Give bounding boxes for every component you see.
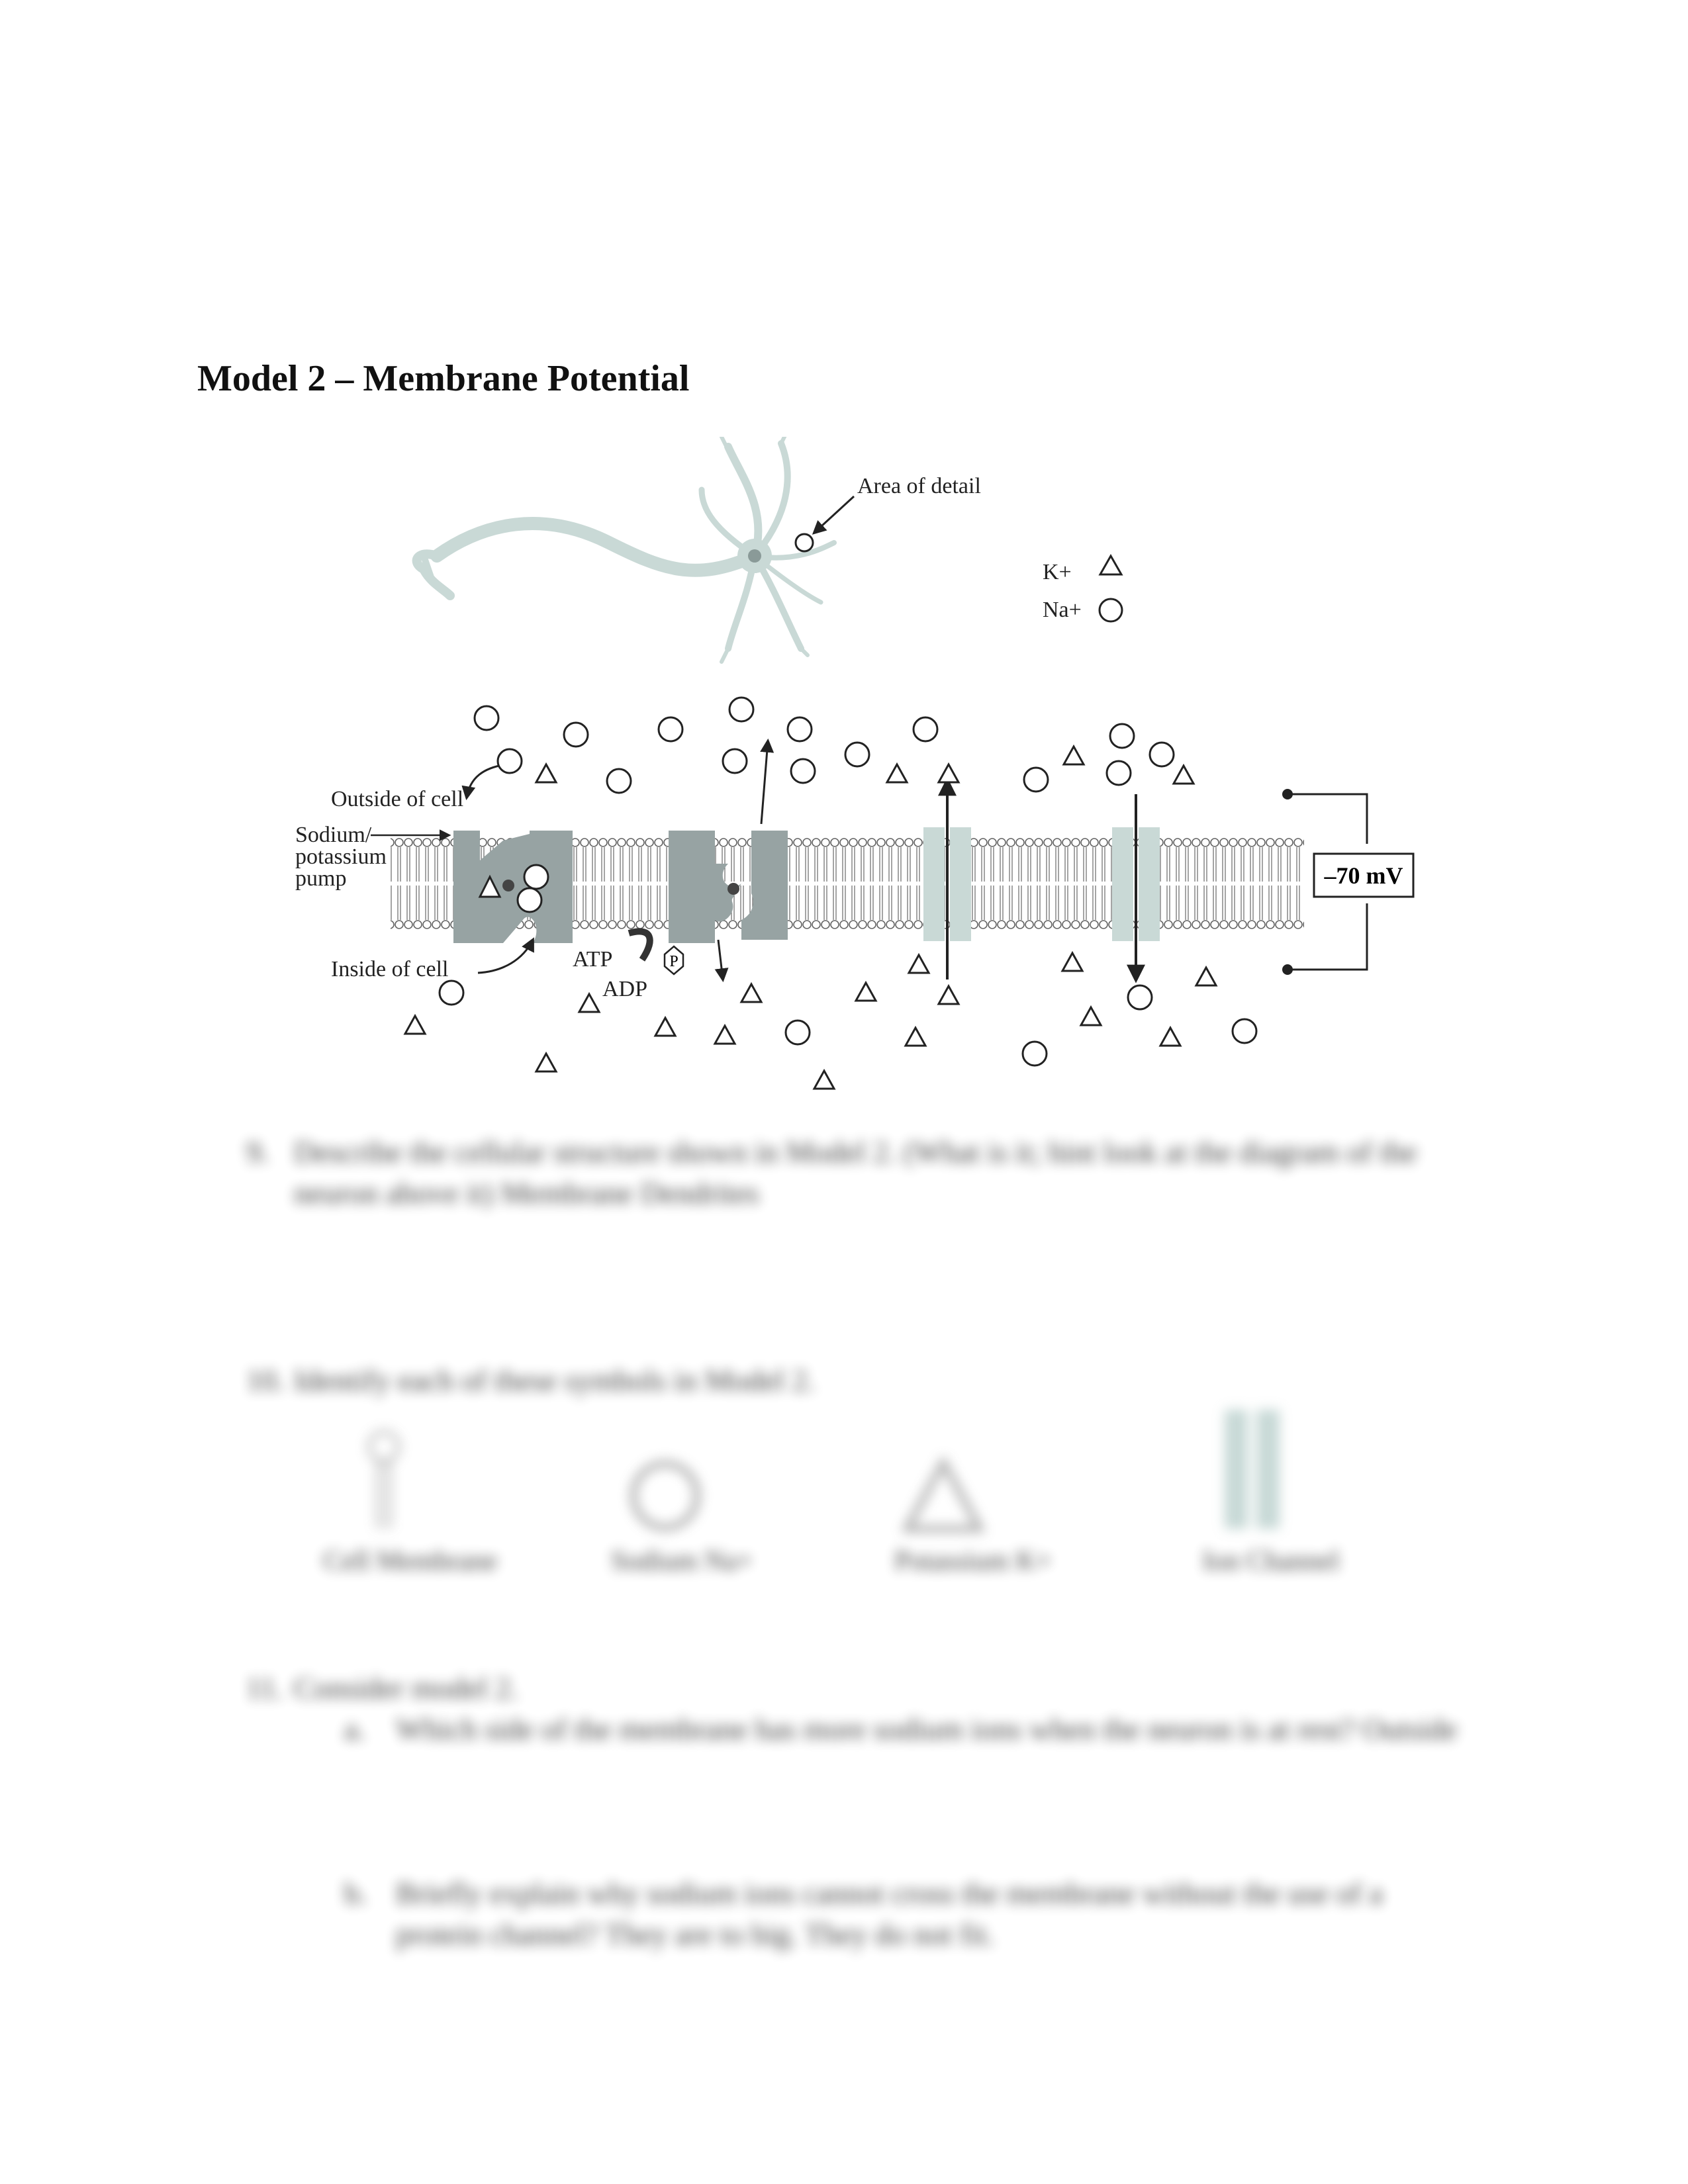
question-number: 10. [246,1363,285,1397]
sodium-ions-outside [475,698,1174,793]
area-of-detail-label: Area of detail [857,474,981,498]
legend-na-label: Na+ [1043,598,1082,622]
atp-label: ATP [573,947,613,972]
part-text: Which side of the membrane has more sodium ions when the neuron is at rest? Outside [396,1712,1458,1746]
symbol-label: Sodium Na+ [611,1546,753,1576]
question-text: Consider model 2. [294,1671,518,1705]
sodium-ions-inside [440,981,1256,1066]
triangle-icon [900,1456,986,1535]
symbol-label: Cell Membrane [323,1546,498,1576]
circle-icon [626,1456,705,1535]
symbol-label: Ion Channel [1202,1546,1340,1576]
inside-of-cell-label: Inside of cell [331,957,449,981]
potassium-ions-inside [405,953,1216,1089]
question-text: Identify each of these symbols in Model 2. [294,1363,815,1397]
neuron-illustration [417,437,834,662]
legend-k-label: K+ [1043,560,1072,584]
legend-triangle-icon [1100,556,1121,574]
pump-label-line1: Sodium/ [295,823,372,847]
part-letter: a. [344,1712,365,1746]
ion-channel [1112,827,1133,941]
membrane-icon [357,1430,410,1549]
legend-circle-icon [1100,599,1122,621]
detail-marker-icon [796,534,813,551]
page-title: Model 2 – Membrane Potential [197,358,690,399]
ion-channel [923,827,945,941]
adp-label: ADP [602,977,648,1001]
part-text: Briefly explain why sodium ions cannot cross the membrane without the use of a protein channel? They are to big. They do not fit. [396,1876,1383,1951]
channel-icon [1218,1403,1291,1535]
pump-label-line3: pump [295,866,347,891]
outside-of-cell-label: Outside of cell [331,787,464,811]
part-letter: b. [344,1876,367,1910]
phosphate-label: P [669,953,679,970]
symbol-label: Potassium K+ [894,1546,1052,1576]
membrane-potential-diagram [265,437,1456,1099]
pump-label-line2: potassium [295,844,387,869]
question-number: 9. [246,1135,269,1169]
question-number: 11. [246,1671,283,1705]
symbol-row [0,1403,1688,1602]
voltage-label: –70 mV [1324,862,1403,889]
question-text: Describe the cellular structure shown in Model 2. (What is it; hint look at the diagram of the neuron above it) Membrane Dendrites [294,1135,1417,1210]
